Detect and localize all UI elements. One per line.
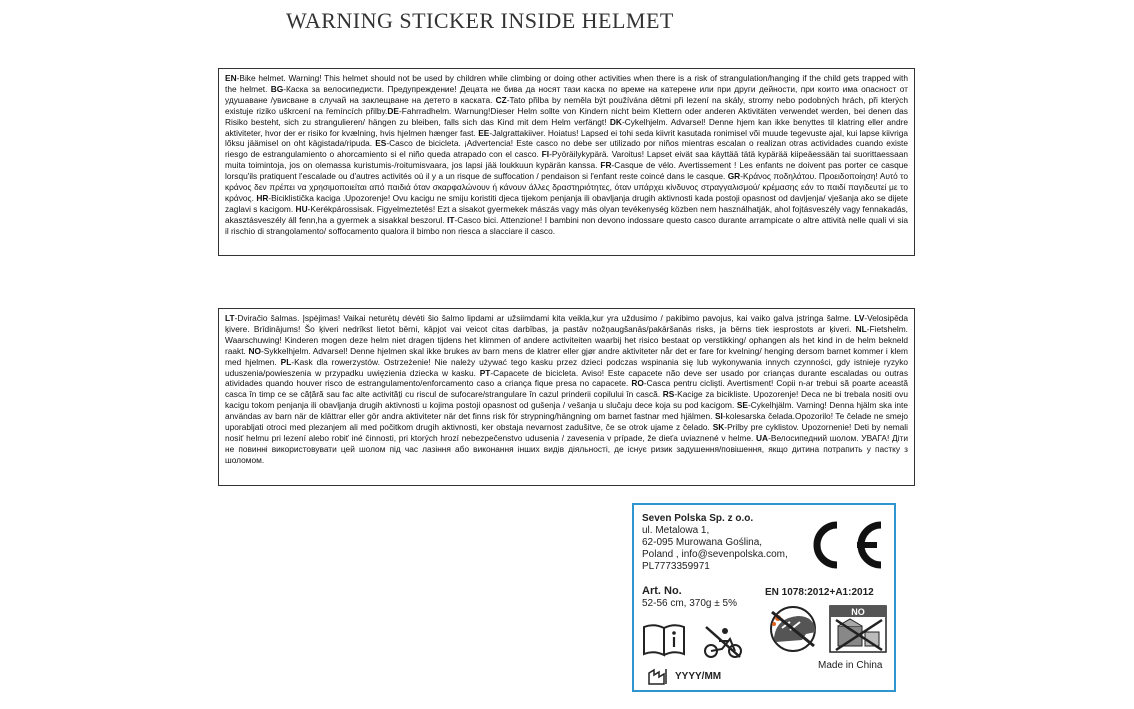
product-label-card xyxy=(632,503,896,692)
warning-text: -Casca pentru ciclişti. Avertisment! Copii n-ar trebui să poarte această casca în timp ce se cățără sau fac alte activități cu riscul de sufocare/strangulare în cazul prinderii copilului în cască. xyxy=(225,378,908,400)
warning-text: -Kerékpárossisak. Figyelmeztetés! Ezt a sisakot gyermekek mászás vagy más olyan tevékenység közben nem használhatják, ahol fojtásveszély vagy fennakadás, akasztásveszély áll fenn,ha a gyermek a sisakkal beszorul. xyxy=(225,203,908,225)
language-code: CZ xyxy=(495,94,507,105)
warning-text: -Prilby pre cyklistov. Upozornenie! Deti by nemali nosiť helmu pri lezení alebo robiť iné činnosti, pri ktorých hrozí nebezpečenstvo udusenia / zavesenia v prípade, že dieťa uviaznené v helme. xyxy=(225,422,909,443)
manufacturer-info xyxy=(642,513,788,573)
warning-text: -Cykelhjelm. Advarsel! Denne hjem kan ikke benyttes til klatring eller andre aktiviteter, hvor der er risiko for kvælning, hvis hjelmen hænger fast. xyxy=(225,116,909,138)
language-code: HU xyxy=(295,203,308,214)
warning-text: -Fahrradhelm. Warnung!Dieser Helm sollte von Kindern nicht beim Klettern oder anderen Aktivitäten verwendet werden, bei denen das Risiko besteht, sich zu strangulieren/ hängen zu bleiben, falls sich das Kind mit dem Helm verfängt! xyxy=(225,105,908,127)
warning-text: -Casco de bicicleta. ¡Advertencia! Este casco no debe ser utilizado por niños mientras escalan o realizan otras actividades cuando existe riesgo de estrangulamiento o ahorcamiento si el niño queda atrapado con el casco. xyxy=(225,138,908,160)
no-scooter-icon xyxy=(702,623,744,661)
warning-text: -Pyöräilykypärä. Varoitus! Lapset eivät saa käyttää tätä kypärää kiipeäessään tai suorittaessaan muita toimintoja, jos on olemassa kuristumis-/roitumisvaara, jos lapsi jää loukkuun kypärän kanssa. xyxy=(225,149,909,171)
language-code: BG xyxy=(270,83,284,94)
warning-text: -Cykelhjälm. Varning! Denna hjälm ska inte användas av barn när de klättrar eller gör andra aktiviteter när det finns risk för strypning/hängning om barnet fastnar med hjälmen. xyxy=(225,400,908,422)
warning-text: -Sykkelhjelm. Advarsel! Denne hjelmen skal ikke brukes av barn mens de klatrer eller gjør andre aktiviteter når det er fare for kvelning/ henging dersom barnet kommer i klem med hjelmen. xyxy=(225,345,908,367)
ce-mark-icon xyxy=(799,517,889,573)
standard-code: EN 1078:2012+A1:2012 xyxy=(765,587,874,598)
language-code: PL xyxy=(280,356,292,367)
language-code: UA xyxy=(756,432,769,443)
language-code: RS xyxy=(662,389,675,400)
book-info-icon xyxy=(642,621,686,657)
svg-text:NO: NO xyxy=(851,607,865,617)
language-code: EN xyxy=(225,73,237,83)
language-code: GR xyxy=(727,171,741,182)
warning-text: -Jalgrattakiiver. Hoiatus! Lapsed ei tohi seda kiivrit kasutada ronimisel või muude tegevuste ajal, kui lapse kiivriga lõksu jäämisel on oht kägistada/ripuda. xyxy=(225,127,908,149)
language-code: LT xyxy=(225,313,235,323)
language-code: ES xyxy=(375,138,387,149)
warning-text: -Κράνος ποδηλάτου. Προειδοποίηση! Αυτό το κράνος δεν πρέπει να χρησιμοποιείται από παιδιά όταν σκαρφαλώνουν ή κάνουν άλλες δραστηριότητες, όταν υπάρχει κίνδυνος στραγγαλισμού/ κρέμασης εάν το παιδί παγιδευτεί με το κράνος. xyxy=(225,171,909,203)
tax-id: PL7773359971 xyxy=(642,561,710,572)
address-line: 62-095 Murowana Goślina, xyxy=(642,537,763,548)
size-weight: 52-56 cm, 370g ± 5% xyxy=(642,598,737,609)
warning-text: -Tato přilba by neměla být používána dětmi při lezení na skály, stromy nebo podobných hrách, při kterých existuje riziko uškrcení na řemíncích přilby. xyxy=(225,94,908,116)
warning-text: -Casco bici. Attenzione! I bambini non devono indossare questo casco durante arrampicate o altre attività nelle quali vi sia il rischio di strangolamento/ soffocamento qualora il bimbo non riesca a slacciare il casco. xyxy=(225,214,908,236)
warning-text: -Каска за велосипедисти. Предупреждение! Децата не бива да носят тази каска по време на катерене или при други дейности, при които има опасност от удушаване /увисване в случай на заклещване на детето в каската. xyxy=(225,83,908,105)
art-no-label: Art. No. xyxy=(642,585,682,597)
warning-text: -Casque de vélo. Avertissement ! Les enfants ne doivent pas porter ce casque lorsqu'ils pratiquent l'escalade ou d'autres activités où il y a un risque de suffocation / pendaison si l'enfant reste coincé dans le casque. xyxy=(225,160,908,182)
language-code: DE xyxy=(387,105,399,116)
language-code: PT xyxy=(479,367,491,378)
warning-text-box-1 xyxy=(218,68,915,256)
warning-text: -Kask dla rowerzystów. Ostrzeżenie! Nie należy używać tego kasku przez dzieci podczas wspinania się lub wykonywania innych czynności, gdy istnieje ryzyko uduszenia/powieszenia w przypadku uwięzienia dziecka w kasku. xyxy=(225,356,909,378)
page-title: WARNING STICKER INSIDE HELMET xyxy=(286,8,674,33)
warning-text: -Kacige za biciklistе. Upozorenje! Deca ne bi trebala nositi ovu kacigu tokom penjanja ili obavljanja drugih aktivnosti u kojima postoji opasnost od gušenja / vešanja u slučaju dece koja su pod kacigom. xyxy=(225,389,908,411)
language-code: SK xyxy=(712,422,725,433)
language-code: DK xyxy=(609,116,622,127)
language-code: IT xyxy=(447,214,455,225)
warning-text: -Biciklistička kaciga .Upozorenje! Ovu kacigu ne smiju koristiti djeca tijekom penjanja ili obavljanja drugih aktivnosti kada postoji opasnost od davljenja/ vješanja ako se dijete zaglavi s kacigom. xyxy=(225,192,908,214)
warning-segment-lt xyxy=(225,313,854,323)
warning-text: -Velosipēda ķivere. Brīdinājums! Šo ķiveri nedrīkst lietot bērni, kāpjot vai veicot citas darbības, ja pastāv nožņaugšanās/pakāršanās risks, ja bērns tiek iesprostots ar ķiveri. xyxy=(225,313,908,334)
warning-text: -Capacete de bicicleta. Aviso! Este capacete não deve ser usado por crianças durante escaladas ou outras atividades quando houver risco de estrangulamento/enforcamento caso a criança fique presa no capacete. xyxy=(225,367,908,389)
language-code: FI xyxy=(541,149,550,160)
language-code: FR xyxy=(600,160,612,171)
language-code: HR xyxy=(256,192,269,203)
warning-text: -Велосипедний шолом. УВАГА! Діти не повинні використовувати цей шолом під час лазіння або виконання інших видів діяльності, де існує ризик задушення/повішення, якщо дитина потрапить у пастку з шоломом. xyxy=(225,432,908,465)
company-name: Seven Polska Sp. z o.o. xyxy=(642,513,754,524)
address-line: ul. Metalowa 1, xyxy=(642,525,710,536)
warning-text: -Fietshelm. Waarschuwing! Kinderen mogen deze helm niet dragen tijdens het klimmen of andere activiteiten waarbij het risico bestaat op verstikking/ ophangen als het kind in de helm bekneld raakt. xyxy=(225,323,908,356)
language-code: RO xyxy=(631,378,644,389)
language-code: SE xyxy=(736,400,748,411)
warning-text: -Bike helmet. Warning! This helmet should not be used by children while climbing or doing other activities when there is a risk of strangulation/hanging if the child gets trapped with the helmet. xyxy=(225,73,908,94)
language-code: EE xyxy=(478,127,490,138)
address-line: Poland , info@sevenpolska.com, xyxy=(642,549,788,560)
language-code: LV xyxy=(854,313,865,323)
language-code: NO xyxy=(248,345,261,356)
made-in: Made in China xyxy=(818,660,883,671)
factory-date-icon xyxy=(648,667,670,685)
warning-text: -kolesarska čelada.Opozorilo! Te čelade ne smejo uporabljati otroci med plezanjem ali med počitkom drugih aktivnosti, ker obstaja nevarnost zadušitve, če se otrok ujame z čelado. xyxy=(225,411,908,433)
no-box-storage-icon xyxy=(828,604,888,654)
language-code: SI xyxy=(714,411,723,422)
production-date-format: YYYY/MM xyxy=(675,671,722,682)
warning-text: -Dviračio šalmas. Įspėjimas! Vaikai neturėtų dėvėti šio šalmo lipdami ar užsiimdami kita veikla,kur yra uždusimo / pakibimo pavojus, kai vaiko galva įstringa šalme. xyxy=(234,313,855,323)
warning-text-box-2 xyxy=(218,308,915,486)
language-code: NL xyxy=(855,323,867,334)
helmet-heat-warning-icon xyxy=(762,604,824,654)
